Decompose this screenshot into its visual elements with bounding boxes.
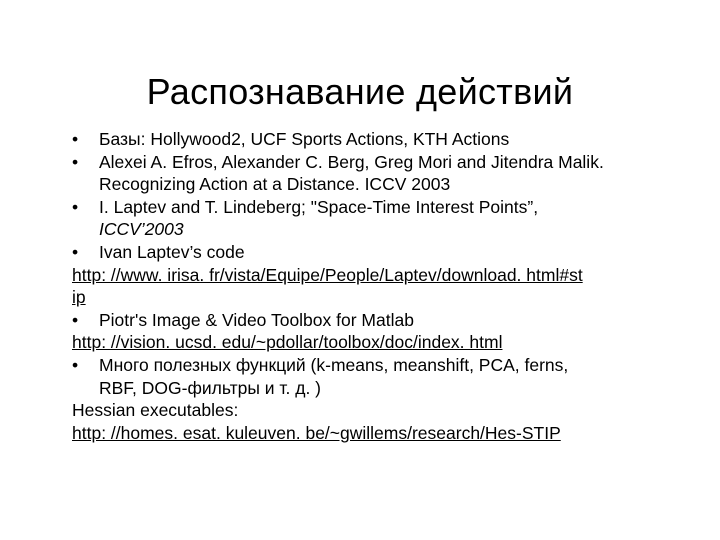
- bullet-laptev-code: [72, 241, 678, 264]
- piotr-toolbox-link[interactable]: http: //vision. ucsd. edu/~pdollar/toolbox/doc/index. html: [72, 332, 503, 353]
- bullet-laptev-paper: [72, 196, 678, 241]
- laptev-download-link[interactable]: [72, 264, 678, 309]
- hessian-label: Hessian executables:: [72, 400, 239, 421]
- bullet-text-continued: RBF, DOG-фильтры и т. д. ): [99, 377, 321, 398]
- bullet-text-continued: Recognizing Action at a Distance. ICCV 2003: [99, 174, 451, 195]
- link-text-continued: ip: [72, 287, 86, 308]
- bullet-functions: [72, 354, 678, 399]
- bullet-list: [72, 128, 678, 444]
- hes-stip-link[interactable]: http: //homes. esat. kuleuven. be/~gwillems/research/Hes-STIP: [72, 422, 561, 443]
- bullet-text-continued: ICCV’2003: [99, 219, 184, 240]
- bullet-text: • Много полезных функций (k-means, meanshift, PCA, ferns,: [99, 354, 569, 375]
- bullet-text: • Piotr's Image & Video Toolbox for Matlab: [99, 309, 414, 330]
- slide-title: Распознавание действий: [146, 71, 574, 113]
- bullet-text: • Ivan Laptev’s code: [99, 241, 245, 262]
- bullet-text: • I. Laptev and T. Lindeberg; "Space-Time Interest Points”,: [99, 196, 539, 217]
- bullet-efros-paper: [72, 151, 678, 196]
- link-text: http: //www. irisa. fr/vista/Equipe/People/Laptev/download. html#st: [72, 264, 583, 285]
- bullet-text: • Alexei A. Efros, Alexander C. Berg, Greg Mori and Jitendra Malik.: [99, 151, 604, 172]
- bullet-datasets: [72, 128, 678, 151]
- bullet-piotr-toolbox: [72, 309, 678, 332]
- bullet-text: • Базы: Hollywood2, UCF Sports Actions, KTH Actions: [99, 129, 510, 149]
